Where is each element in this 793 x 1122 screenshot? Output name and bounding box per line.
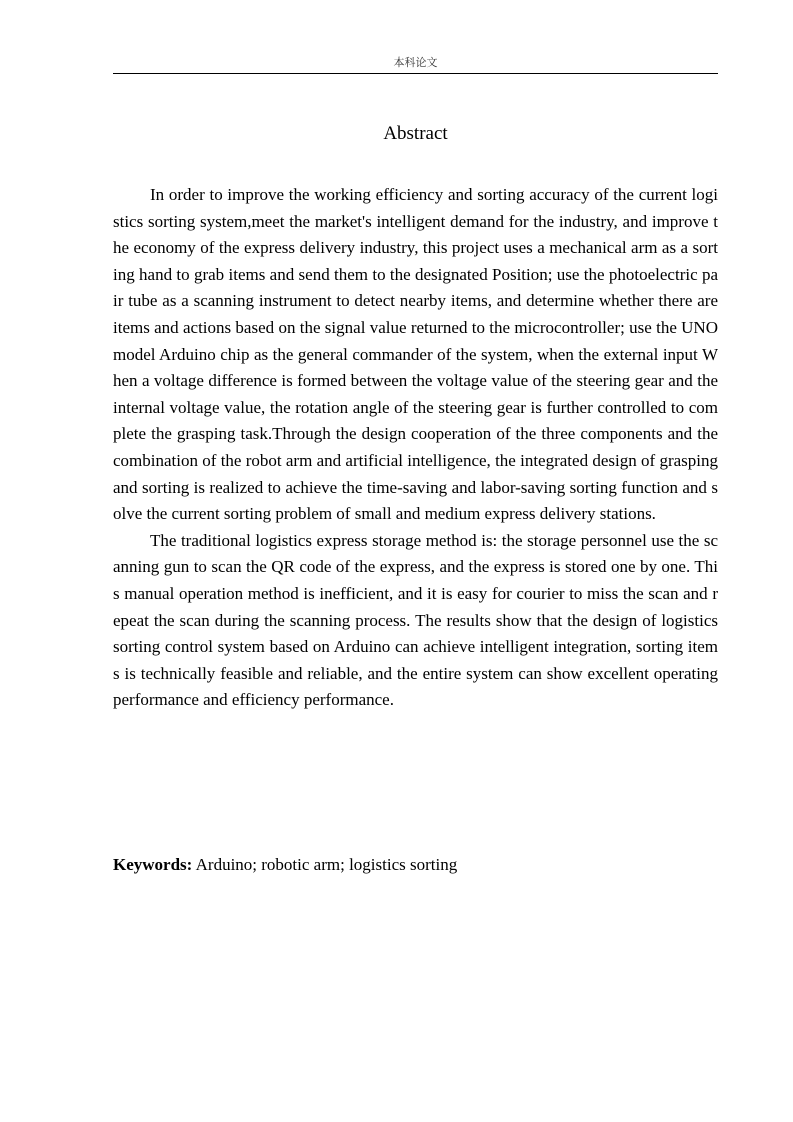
keywords-value: Arduino; robotic arm; logistics sorting <box>195 855 458 874</box>
abstract-paragraph-2: The traditional logistics express storage method is: the storage personnel use the scanning gun to scan the QR code of the express, and the express is stored one by one. This manual operation method is inefficient, and it is easy for courier to miss the scan and repeat the scan during the scanning process. The results show that the design of logistics sorting control system based on Arduino can achieve intelligent integration, sorting items is technically feasible and reliable, and the entire system can show excellent operating performance and efficiency performance. <box>113 530 718 710</box>
keywords-line <box>113 853 718 877</box>
keywords-label: Keywords: <box>113 855 193 874</box>
running-header: 本科论文 <box>393 56 438 69</box>
abstract-title: Abstract <box>383 123 448 144</box>
abstract-body <box>113 182 718 714</box>
abstract-paragraph-1: In order to improve the working efficiency and sorting accuracy of the current logistics sorting system,meet the market's intelligent demand for the industry, and improve the economy of the express delivery industry, this project uses a mechanical arm as a sorting hand to grab items and send them to the designated Position; use the photoelectric pair tube as a scanning instrument to detect nearby items, and determine whether there are items and actions based on the signal value returned to the microcontroller; use the UNO model Arduino chip as the general commander of the system, when the external input When a voltage difference is formed between the voltage value of the steering gear and the internal voltage value, the rotation angle of the steering gear is further controlled to complete the grasping task.Through the design cooperation of the three components and the combination of the robot arm and artificial intelligence, the integrated design of grasping and sorting is realized to achieve the time-saving and labor-saving sorting function and solve the current sorting problem of small and medium express delivery stations. <box>113 185 718 524</box>
header-rule <box>113 73 718 74</box>
